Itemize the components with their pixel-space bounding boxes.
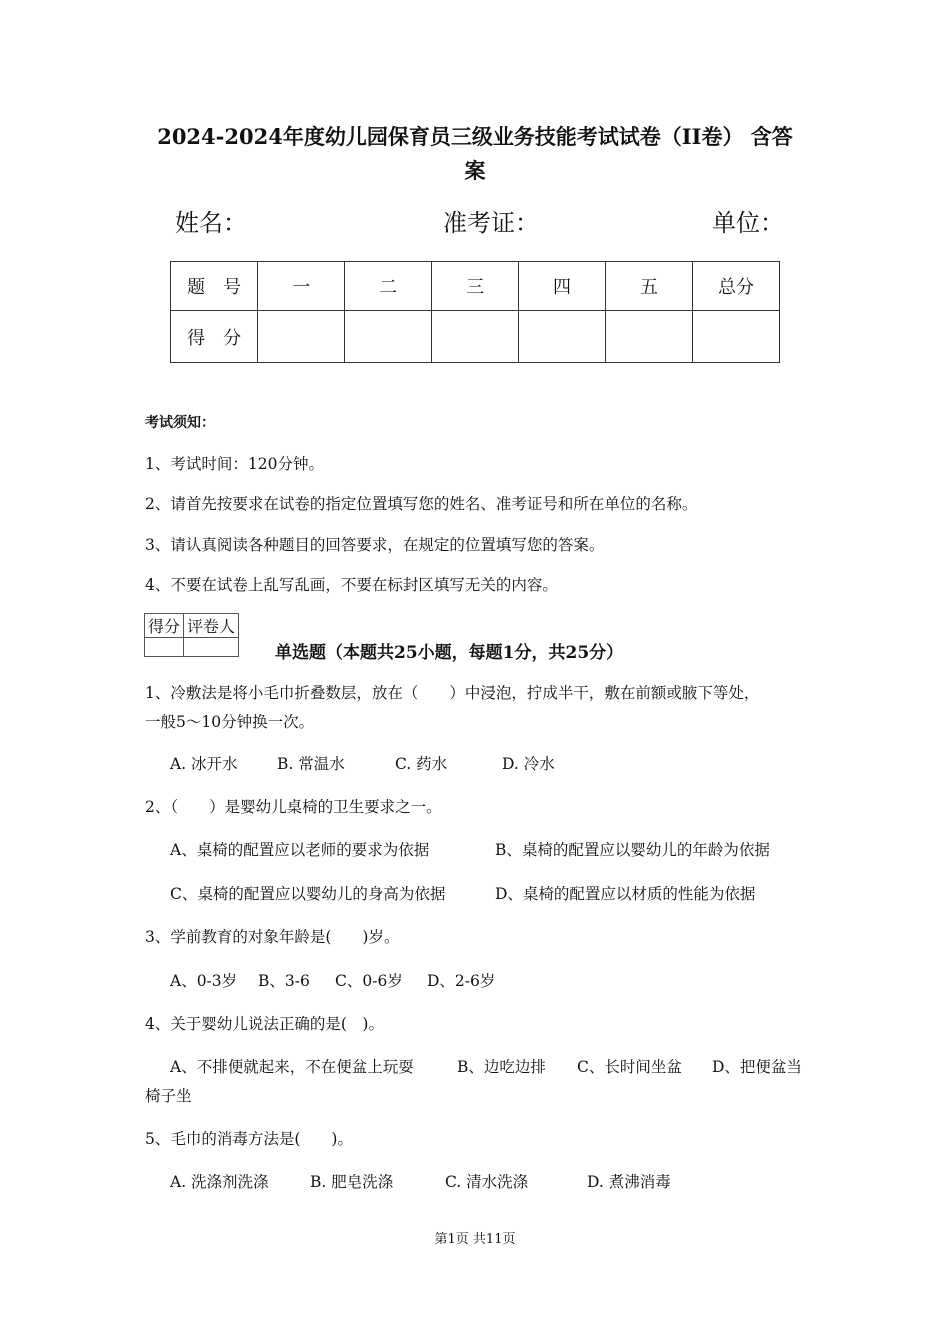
notice-item: 1、考试时间：120分钟。 [145,455,324,473]
score-table [170,261,780,363]
option: A. 洗涤剂洗涤 [170,1173,269,1191]
grader-reviewer-label: 评卷人 [184,614,239,638]
score-cell [432,311,519,363]
option: C. 药水 [395,755,448,773]
notice-item: 4、不要在试卷上乱写乱画，不要在标封区填写无关的内容。 [145,576,558,594]
score-cell [519,311,606,363]
option: B. 肥皂洗涤 [310,1173,394,1191]
option: A、桌椅的配置应以老师的要求为依据 [170,841,430,859]
page-footer: 第1页 共11页 [434,1232,516,1247]
question-stem: 2、（ ）是婴幼儿桌椅的卫生要求之一。 [145,798,442,816]
notice-title: 考试须知： [145,415,215,431]
score-table-col: 四 [519,262,606,311]
question-stem: 3、学前教育的对象年龄是( )岁。 [145,928,400,946]
unit-field-label: 单位： [712,209,784,237]
question-stem: 4、关于婴幼儿说法正确的是( )。 [145,1015,384,1033]
score-cell [345,311,432,363]
option: C、桌椅的配置应以婴幼儿的身高为依据 [170,885,446,903]
score-table-col: 三 [432,262,519,311]
title-line-1: 2024-2024年度幼儿园保育员三级业务技能考试试卷（II卷） 含答 [157,124,793,149]
option: B、3-6 [258,972,310,990]
score-cell-total [692,311,779,363]
option: D、2-6岁 [427,972,496,990]
exam-id-field-label: 准考证： [443,209,539,237]
score-table-col: 一 [258,262,345,311]
option: C、0-6岁 [335,972,403,990]
question-stem-continued: 一般5～10分钟换一次。 [145,713,315,731]
score-cell [258,311,345,363]
option: B. 常温水 [277,755,345,773]
grader-score-cell [145,638,184,657]
grader-reviewer-cell [184,638,239,657]
grader-score-label: 得分 [145,614,184,638]
option: C. 清水洗涤 [445,1173,529,1191]
notice-item: 3、请认真阅读各种题目的回答要求，在规定的位置填写您的答案。 [145,536,605,554]
score-cell [606,311,693,363]
question-stem: 1、冷敷法是将小毛巾折叠数层，放在（ ）中浸泡，拧成半干，敷在前额或腋下等处， [145,684,760,702]
option: A、不排便就起来，不在便盆上玩耍 [170,1058,414,1076]
notice-item: 2、请首先按要求在试卷的指定位置填写您的姓名、准考证号和所在单位的名称。 [145,495,698,513]
option: A、0-3岁 [170,972,238,990]
option: D、桌椅的配置应以材质的性能为依据 [495,885,756,903]
score-table-col: 二 [345,262,432,311]
name-field-label: 姓名： [175,209,247,237]
option: D. 煮沸消毒 [587,1173,671,1191]
option: A. 冰开水 [170,755,238,773]
score-table-col-total: 总分 [692,262,779,311]
question-stem: 5、毛巾的消毒方法是( )。 [145,1130,353,1148]
option: D. 冷水 [502,755,555,773]
grader-box [144,613,239,657]
option: B、桌椅的配置应以婴幼儿的年龄为依据 [495,841,770,859]
document-title [140,120,810,188]
option: D、把便盆当 [712,1058,802,1076]
score-table-header-label: 题 号 [171,262,258,311]
option: B、边吃边排 [457,1058,546,1076]
option-continued: 椅子坐 [145,1087,192,1105]
option: C、长时间坐盆 [577,1058,682,1076]
section-title: 单选题（本题共25小题，每题1分，共25分） [275,643,624,663]
score-table-score-row [171,311,780,363]
score-table-col: 五 [606,262,693,311]
score-table-score-label: 得 分 [171,311,258,363]
title-line-2: 案 [464,158,486,183]
score-table-header-row [171,262,780,311]
